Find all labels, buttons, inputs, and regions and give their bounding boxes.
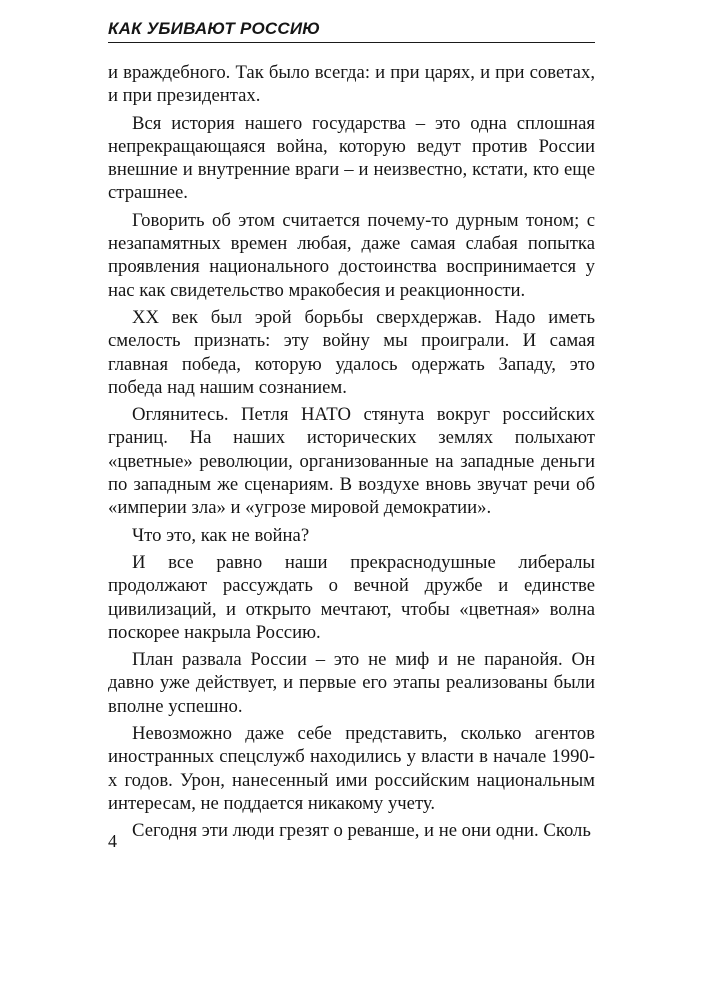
book-page [108,18,595,847]
paragraph: Вся история нашего государства – это одна сплошная непрекращающаяся война, которую ведут против России внешние и внутренние враги – и неизвестно, кстати, кто еще страшнее. [108,112,595,204]
paragraph: План развала России – это не миф и не паранойя. Он давно уже действует, и первые его этапы реализованы были вполне успешно. [108,649,595,717]
paragraph: Сегодня эти люди грезят о реванше, и не они одни. Сколь [132,820,591,842]
paragraph: Оглянитесь. Петля НАТО стянута вокруг российских границ. На наших исторических землях полыхают «цветные» революции, организованные на западные деньги по западным же сценариям. В воздухе вновь звучат речи об «империи зла» и «угрозе мировой демократии». [108,404,595,519]
paragraph-continuation: и враждебного. Так было всегда: и при царях, и при советах, и при президентах. [108,62,595,107]
running-head: КАК УБИВАЮТ РОССИЮ [108,18,595,43]
paragraph: И все равно наши прекраснодушные либералы продолжают рассуждать о вечной дружбе и единстве цивилизаций, и открыто мечтают, чтобы «цветная» волна поскорее накрыла Россию. [108,551,595,643]
body-text [108,61,595,843]
paragraph: XX век был эрой борьбы сверхдержав. Надо иметь смелость признать: эту войну мы проиграли. И самая главная победа, которую удалось одержать Западу, это победа над нашим сознанием. [108,306,595,398]
paragraph: Невозможно даже себе представить, сколько агентов иностранных спецслужб находились у власти в начале 1990-х годов. Урон, нанесенный ими российским национальным интересам, не поддается никакому учету. [108,723,595,814]
paragraph: Говорить об этом считается почему-то дурным тоном; с незапамятных времен любая, даже самая слабая попытка проявления национального достоинства воспринимается у нас как свидетельство мракобесия и реакционности. [108,209,595,301]
paragraph: Что это, как не война? [132,524,310,546]
page-number: 4 [108,831,117,851]
